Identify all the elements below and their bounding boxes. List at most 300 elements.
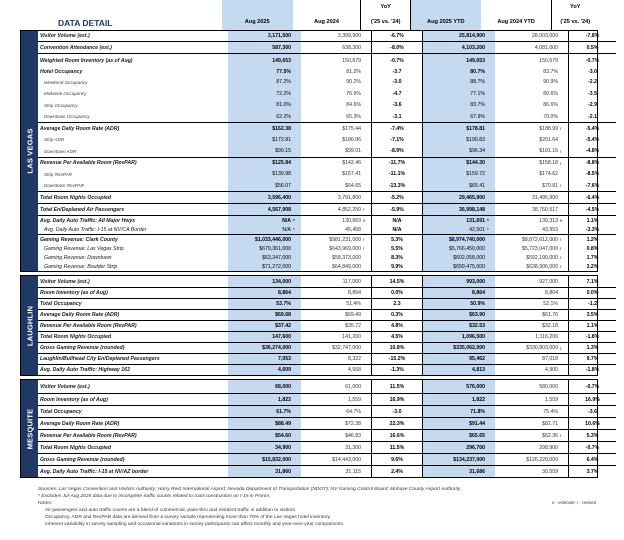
value-text: -3.0 — [392, 79, 402, 85]
value-text: $91.44 — [469, 420, 485, 427]
revision-flag: e — [560, 218, 563, 223]
cell-value — [568, 244, 616, 253]
cell-value — [371, 380, 423, 393]
value-text: 50.9% — [470, 301, 485, 307]
cell-value — [301, 343, 371, 353]
row-label: Gaming Revenue: Clark County — [40, 236, 118, 243]
revision-flag: r — [560, 433, 562, 438]
cell-value — [371, 466, 423, 477]
value-text: -15.2% — [388, 356, 406, 362]
value-text: 298,900 — [539, 444, 558, 451]
row-label: Avg. Daily Auto Traffic: I-15 at NV/CA Border — [44, 226, 147, 233]
table-row — [38, 331, 616, 342]
cell-value — [301, 111, 371, 122]
value-text: 83.7% — [470, 102, 485, 108]
value-text: 5.5% — [391, 245, 403, 252]
value-text: $69.68 — [275, 312, 291, 318]
cell-value — [228, 418, 301, 429]
value-text: 0.0% — [391, 290, 403, 296]
table-row — [38, 157, 616, 168]
value-text: 28,003,000 — [532, 33, 558, 39]
cell-value — [371, 288, 423, 298]
cell-value — [495, 354, 568, 364]
column-header-aug-2025-ytd: Aug 2025 YTD — [411, 0, 481, 30]
cell-value — [423, 225, 495, 234]
cell-value — [495, 418, 568, 429]
table-row — [38, 191, 616, 203]
column-header-aug-2025: Aug 2025 — [222, 0, 293, 30]
value-text: $5,723,047,000 — [521, 245, 558, 252]
cell-value — [371, 134, 423, 145]
cell-value — [423, 145, 495, 157]
cell-value — [371, 192, 423, 203]
value-text: 4.8% — [391, 323, 403, 329]
value-text: $32.53 — [469, 323, 485, 329]
cell-value — [495, 394, 568, 405]
value-text: $172.81 — [272, 136, 291, 143]
cell-value — [228, 31, 301, 41]
cell-value — [423, 134, 495, 145]
cell-value — [228, 244, 301, 253]
table-row — [38, 111, 616, 122]
value-text: $63.90 — [469, 312, 485, 318]
cell-value — [495, 244, 568, 253]
value-text: 296,700 — [466, 444, 485, 451]
revision-flag: * — [293, 227, 295, 232]
cell-value — [228, 394, 301, 405]
revision-flag: r — [560, 264, 562, 269]
cell-value — [228, 442, 301, 453]
cell-value — [495, 406, 568, 417]
value-text: -5.2% — [390, 194, 404, 201]
column-header-yoy-month: YoY ('25 vs. '24) — [360, 0, 410, 30]
cell-value — [371, 145, 423, 157]
row-label: Revenue Per Available Room (RevPAR) — [40, 323, 137, 329]
table-row — [38, 31, 616, 41]
value-text: $8,974,740,000 — [448, 236, 485, 243]
cell-value — [371, 253, 423, 262]
cell-value — [371, 99, 423, 111]
value-text: $32.18 — [542, 323, 558, 329]
revision-flag: * — [487, 218, 489, 223]
table-row — [38, 180, 616, 191]
cell-value — [371, 454, 423, 465]
value-text: N/A — [392, 217, 402, 224]
row-label: Gaming Revenue: Boulder Strip — [44, 263, 118, 270]
value-text: $63,247,000 — [262, 254, 291, 261]
cell-value — [495, 253, 568, 262]
value-text: -3.0 — [392, 408, 402, 415]
value-text: $64.65 — [345, 182, 361, 189]
cell-value — [423, 42, 495, 53]
value-text: $32,747,000 — [332, 345, 361, 351]
table-row — [38, 88, 616, 99]
cell-value — [568, 99, 616, 111]
value-text: 149,653 — [272, 57, 291, 64]
cell-value — [423, 332, 495, 342]
asterisk-note: * Excludes Jul-Aug 2025 data due to incomplete traffic counts related to road construction on I-15 in Primm. — [38, 494, 271, 499]
row-label: Average Daily Room Rate (ADR) — [40, 420, 120, 427]
value-text: -0.7% — [585, 57, 600, 64]
value-text: -8.0% — [390, 44, 404, 51]
cell-value — [301, 365, 371, 375]
value-text: 70.0% — [543, 113, 558, 120]
table-row — [38, 276, 616, 287]
cell-value — [495, 321, 568, 331]
value-text: $142.46 — [342, 160, 361, 166]
cell-value — [495, 134, 568, 145]
cell-value — [371, 332, 423, 342]
value-text: 130,313 — [539, 217, 558, 224]
revision-flag: r — [560, 237, 562, 242]
cell-value — [228, 343, 301, 353]
cell-value — [568, 31, 616, 41]
value-text: $69.49 — [345, 312, 361, 318]
value-text: 4,567,908 — [267, 206, 291, 213]
cell-value — [495, 168, 568, 180]
cell-value — [495, 67, 568, 76]
cell-value — [301, 394, 371, 405]
value-text: 7.1% — [586, 278, 599, 285]
cell-value — [423, 244, 495, 253]
value-text: 38,760,517 — [532, 206, 558, 213]
row-label: Revenue Per Available Room (RevPAR) — [40, 432, 137, 439]
table-row — [38, 380, 616, 393]
cell-value — [568, 216, 616, 225]
cell-value — [371, 31, 423, 41]
value-text: 4,103,200 — [461, 44, 485, 51]
value-text: 580,000 — [539, 383, 558, 390]
cell-value — [568, 310, 616, 320]
value-text: 81.2% — [346, 68, 361, 75]
cell-value — [228, 204, 301, 215]
cell-value — [301, 145, 371, 157]
cell-value — [495, 380, 568, 393]
value-text: 638,300 — [342, 44, 361, 51]
value-text: 3.2% — [586, 263, 599, 270]
value-text: -5.4% — [585, 136, 600, 143]
value-text: 76.9% — [346, 90, 361, 97]
value-text: 11.5% — [389, 383, 405, 390]
cell-value — [228, 168, 301, 180]
cell-value — [423, 204, 495, 215]
cell-value — [301, 31, 371, 41]
value-text: -6.4% — [585, 194, 600, 201]
cell-value — [568, 442, 616, 453]
cell-value — [301, 418, 371, 429]
value-text: 22.3% — [389, 420, 405, 427]
row-label: Avg. Daily Auto Traffic: Highway 163 — [40, 367, 130, 373]
footer-notes — [38, 486, 608, 528]
cell-value — [301, 466, 371, 477]
value-text: 52.1% — [543, 301, 558, 307]
cell-value — [228, 332, 301, 342]
cell-value — [568, 454, 616, 465]
value-text: $643,969,000 — [329, 245, 361, 252]
value-text: -1.3% — [390, 367, 404, 373]
cell-value — [495, 225, 568, 234]
cell-value — [371, 430, 423, 441]
cell-value — [228, 430, 301, 441]
cell-value — [423, 288, 495, 298]
value-text: -8.9% — [390, 148, 404, 154]
table-row — [38, 67, 616, 76]
value-text: $144.30 — [466, 160, 485, 166]
value-text: -1.2 — [588, 301, 597, 307]
cell-value — [568, 67, 616, 76]
value-text: 25,814,900 — [459, 33, 485, 39]
value-text: $330,803,000 — [526, 345, 558, 351]
page-title: DATA DETAIL — [58, 18, 113, 28]
table-row — [38, 76, 616, 88]
value-text: 45,458 — [345, 226, 361, 233]
value-text: 95,462 — [469, 356, 485, 362]
value-text: 150,679 — [539, 57, 558, 64]
cell-value — [301, 134, 371, 145]
cell-value — [568, 180, 616, 191]
value-text: 72.2% — [276, 90, 291, 97]
value-text: $70.81 — [542, 182, 558, 189]
value-text: $65.65 — [469, 432, 485, 439]
revision-flag: r — [363, 237, 365, 242]
cell-value — [495, 204, 568, 215]
value-text: $125.84 — [272, 160, 291, 166]
value-text: 64.7% — [346, 408, 361, 415]
cell-value — [423, 99, 495, 111]
cell-value — [495, 76, 568, 88]
cell-value — [228, 276, 301, 287]
table-row — [38, 53, 616, 67]
value-text: 117,000 — [342, 278, 361, 285]
value-text: 0.5% — [586, 44, 599, 51]
cell-value — [568, 262, 616, 271]
value-text: $188.99 — [539, 125, 558, 132]
region-name: LAS VEGAS — [25, 128, 34, 174]
table-row — [38, 253, 616, 262]
row-label: Midweek Occupancy — [44, 91, 87, 96]
revision-flag: r — [560, 148, 562, 154]
cell-value — [371, 180, 423, 191]
value-text: 77.5% — [276, 68, 291, 75]
cell-value — [301, 321, 371, 331]
revision-flag: r — [560, 255, 562, 260]
cell-value — [495, 454, 568, 465]
cell-value — [495, 145, 568, 157]
row-label: Gross Gaming Revenue (rounded) — [40, 456, 125, 463]
value-text: 1,116,200 — [535, 334, 558, 340]
value-text: 9.6% — [391, 456, 403, 463]
value-text: 30,559 — [542, 468, 558, 475]
value-text: 0.3% — [391, 312, 403, 318]
cell-value — [423, 31, 495, 41]
section-las-vegas — [20, 30, 598, 272]
cell-value — [228, 365, 301, 375]
value-text: 87,018 — [542, 356, 558, 362]
revision-flag: r — [560, 183, 562, 188]
value-text: $178.81 — [466, 125, 485, 132]
value-text: -3.3% — [585, 226, 600, 233]
cell-value — [568, 418, 616, 429]
cell-value — [301, 76, 371, 88]
row-label: Room Inventory (as of Aug) — [40, 290, 108, 296]
cell-value — [301, 192, 371, 203]
cell-value — [423, 253, 495, 262]
row-label: Avg. Daily Auto Traffic: I-15 at NV/AZ border — [40, 468, 149, 475]
region-label — [21, 380, 38, 477]
value-text: -7.6% — [585, 182, 600, 189]
value-text: 75.4% — [543, 408, 558, 415]
value-text: 4,900 — [545, 367, 558, 373]
value-text: 84.6% — [346, 102, 361, 108]
cell-value — [301, 354, 371, 364]
cell-value — [568, 225, 616, 234]
value-text: 87.2% — [276, 79, 291, 85]
cell-value — [495, 111, 568, 122]
row-label: Convention Attendance (est.) — [40, 44, 112, 51]
cell-value — [301, 225, 371, 234]
value-text: $99.01 — [345, 148, 361, 154]
cell-value — [228, 192, 301, 203]
cell-value — [495, 365, 568, 375]
cell-value — [228, 288, 301, 298]
cell-value — [301, 299, 371, 309]
value-text: -0.7% — [585, 444, 600, 451]
cell-value — [228, 99, 301, 111]
value-text: 1.2% — [586, 236, 599, 243]
column-header-yoy-ytd: YoY ('25 vs. '24) — [551, 0, 598, 30]
table-row — [38, 262, 616, 271]
row-label: Avg. Daily Auto Traffic: All Major Hwys — [40, 217, 136, 224]
value-text: 42,501 — [469, 226, 485, 233]
value-text: $88.49 — [275, 420, 291, 427]
value-text: 1.3% — [586, 345, 599, 351]
value-text: 4,813 — [472, 367, 485, 373]
cell-value — [371, 276, 423, 287]
cell-value — [301, 168, 371, 180]
value-text: 131,691 — [466, 217, 485, 224]
value-text: $638,906,000 — [526, 263, 558, 270]
row-label: Weekend Occupancy — [44, 79, 88, 85]
cell-value — [568, 134, 616, 145]
cell-value — [371, 406, 423, 417]
cell-value — [495, 31, 568, 41]
value-text: 150,679 — [342, 57, 361, 64]
value-text: 1.1% — [586, 323, 599, 329]
cell-value — [423, 276, 495, 287]
cell-value — [371, 111, 423, 122]
cell-value — [228, 111, 301, 122]
value-text: 141,200 — [342, 334, 361, 340]
value-text: 31,686 — [469, 468, 485, 475]
value-text: $64,849,000 — [332, 263, 361, 270]
cell-value — [423, 310, 495, 320]
row-label: Gross Gaming Revenue (rounded) — [40, 345, 125, 351]
value-text: 2.3 — [393, 301, 401, 307]
cell-value — [568, 42, 616, 53]
cell-value — [228, 54, 301, 67]
value-text: $335,062,000 — [453, 345, 485, 351]
cell-value — [495, 235, 568, 244]
value-text: $82.71 — [542, 420, 558, 427]
cell-value — [568, 54, 616, 67]
cell-value — [495, 262, 568, 271]
value-text: $14,443,000 — [332, 456, 361, 463]
value-text: 67.9% — [470, 113, 485, 120]
cell-value — [423, 430, 495, 441]
table-row — [38, 215, 616, 225]
cell-value — [495, 332, 568, 342]
value-text: 1.7% — [586, 254, 599, 261]
row-label: Laughlin/Bullhead City En/Deplaned Passengers — [40, 356, 160, 362]
value-text: $8,872,612,000 — [521, 236, 558, 243]
value-text: N/A — [282, 226, 291, 233]
table-row — [38, 429, 616, 441]
row-label: Total Room Nights Occupied — [40, 334, 111, 340]
cell-value — [495, 343, 568, 353]
revision-flag: r — [560, 126, 562, 131]
cell-value — [301, 253, 371, 262]
value-text: 71.8% — [470, 408, 485, 415]
row-label: Strip ADR — [44, 137, 65, 142]
cell-value — [228, 321, 301, 331]
cell-value — [568, 354, 616, 364]
cell-value — [423, 380, 495, 393]
value-text: -7.8% — [585, 33, 600, 39]
revision-flag: r — [363, 207, 365, 212]
table-row — [38, 309, 616, 320]
value-text: -8.5% — [585, 171, 600, 177]
value-text: $157.41 — [342, 171, 361, 177]
cell-value — [423, 394, 495, 405]
revision-flag: r — [560, 345, 562, 351]
cell-value — [371, 354, 423, 364]
row-label: Total Occupancy — [40, 408, 82, 415]
cell-value — [301, 332, 371, 342]
value-text: 9.9% — [391, 263, 403, 270]
cell-value — [228, 310, 301, 320]
cell-value — [301, 54, 371, 67]
cell-value — [228, 253, 301, 262]
cell-value — [568, 430, 616, 441]
row-label: Downtown ADR — [44, 148, 77, 154]
value-text: 10.6% — [585, 420, 600, 427]
cell-value — [423, 418, 495, 429]
cell-value — [371, 235, 423, 244]
revision-flag: r — [560, 246, 562, 251]
value-text: 149,653 — [466, 57, 485, 64]
value-text: $90.15 — [275, 148, 291, 154]
value-text: $139.98 — [272, 171, 291, 177]
value-text: $1,033,446,000 — [254, 236, 291, 243]
cell-value — [423, 343, 495, 353]
row-label: Downtown RevPAR — [44, 183, 84, 188]
cell-value — [228, 145, 301, 157]
value-text: $37.42 — [275, 323, 291, 329]
value-text: $96.34 — [469, 148, 485, 154]
value-text: -3.7 — [392, 68, 402, 75]
row-label: Total Room Nights Occupied — [40, 194, 111, 201]
value-text: $58,373,000 — [332, 254, 361, 261]
cell-value — [371, 204, 423, 215]
value-text: 927,000 — [539, 278, 558, 285]
value-text: -7.1% — [390, 136, 404, 143]
cell-value — [301, 67, 371, 76]
value-text: 80.6% — [543, 90, 558, 97]
cell-value — [228, 76, 301, 88]
value-text: -4.8% — [585, 148, 600, 154]
cell-value — [568, 380, 616, 393]
value-text: 65.3% — [346, 113, 361, 120]
